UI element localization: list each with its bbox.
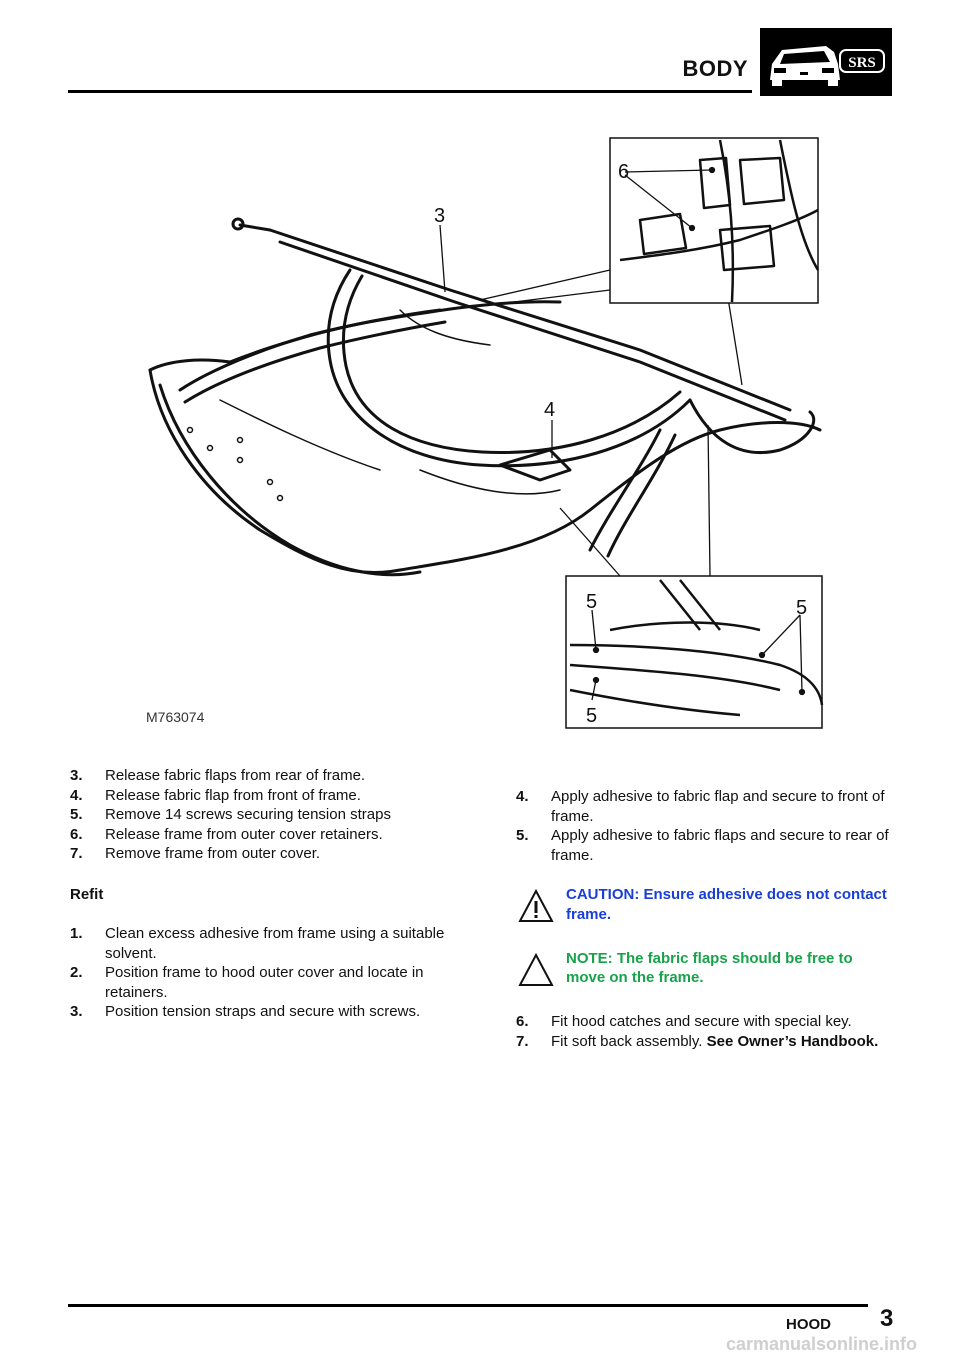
figure-code: M763074 — [146, 709, 205, 725]
callout-5-top: 5 — [586, 591, 598, 613]
list-item: 3. Position tension straps and secure with screws. — [70, 1003, 421, 1020]
callout-4: 4 — [544, 399, 556, 421]
hood-frame-illustration — [120, 130, 832, 735]
callout-6: 6 — [618, 161, 630, 183]
callout-5-bottom: 5 — [586, 705, 598, 727]
list-item: 1. Clean excess adhesive from frame using a suitable solvent. — [70, 925, 445, 962]
car-front-icon — [760, 28, 892, 96]
section-title: BODY — [682, 56, 748, 81]
note-notice — [516, 949, 896, 995]
refit-heading: Refit — [70, 885, 104, 903]
list-item: 4. Apply adhesive to fabric flap and secure to front of frame. — [516, 788, 885, 825]
right-column — [516, 787, 896, 1051]
list-item: 2. Position frame to hood outer cover and locate in retainers. — [70, 964, 424, 1001]
page-number: 3 — [880, 1305, 894, 1332]
list-item: 7. Fit soft back assembly. See Owner’s Handbook. — [516, 1032, 879, 1050]
watermark: carmanualsonline.info — [726, 1334, 918, 1354]
caution-text: CAUTION: Ensure adhesive does not contact frame. — [566, 886, 887, 923]
list-item: 5. Apply adhesive to fabric flaps and secure to rear of frame. — [516, 827, 889, 864]
note-text: NOTE: The fabric flaps should be free to move on the frame. — [566, 949, 853, 986]
footer-rule — [68, 1304, 868, 1307]
left-column — [70, 766, 450, 1022]
callout-3: 3 — [434, 205, 446, 227]
list-item: 4. Release fabric flap from front of frame. — [70, 786, 361, 804]
warning-triangle-icon — [516, 885, 560, 931]
srs-logo — [760, 28, 892, 96]
owners-handbook-reference: See Owner’s Handbook. — [706, 1032, 879, 1050]
srs-badge-icon — [840, 50, 884, 72]
note-triangle-icon — [516, 949, 560, 995]
caution-notice — [516, 885, 896, 931]
list-item: 3. Release fabric flaps from rear of frame. — [70, 767, 366, 784]
list-item: 6. Fit hood catches and secure with special key. — [516, 1013, 852, 1030]
list-item: 6. Release frame from outer cover retainers. — [70, 825, 383, 843]
list-item: 5. Remove 14 screws securing tension straps — [70, 806, 391, 823]
header-rule — [68, 90, 752, 93]
callout-5-right: 5 — [796, 597, 808, 619]
footer-section-name: HOOD — [786, 1316, 831, 1333]
list-item: 7. Remove frame from outer cover. — [70, 845, 321, 862]
svg-text:SRS: SRS — [848, 55, 876, 71]
